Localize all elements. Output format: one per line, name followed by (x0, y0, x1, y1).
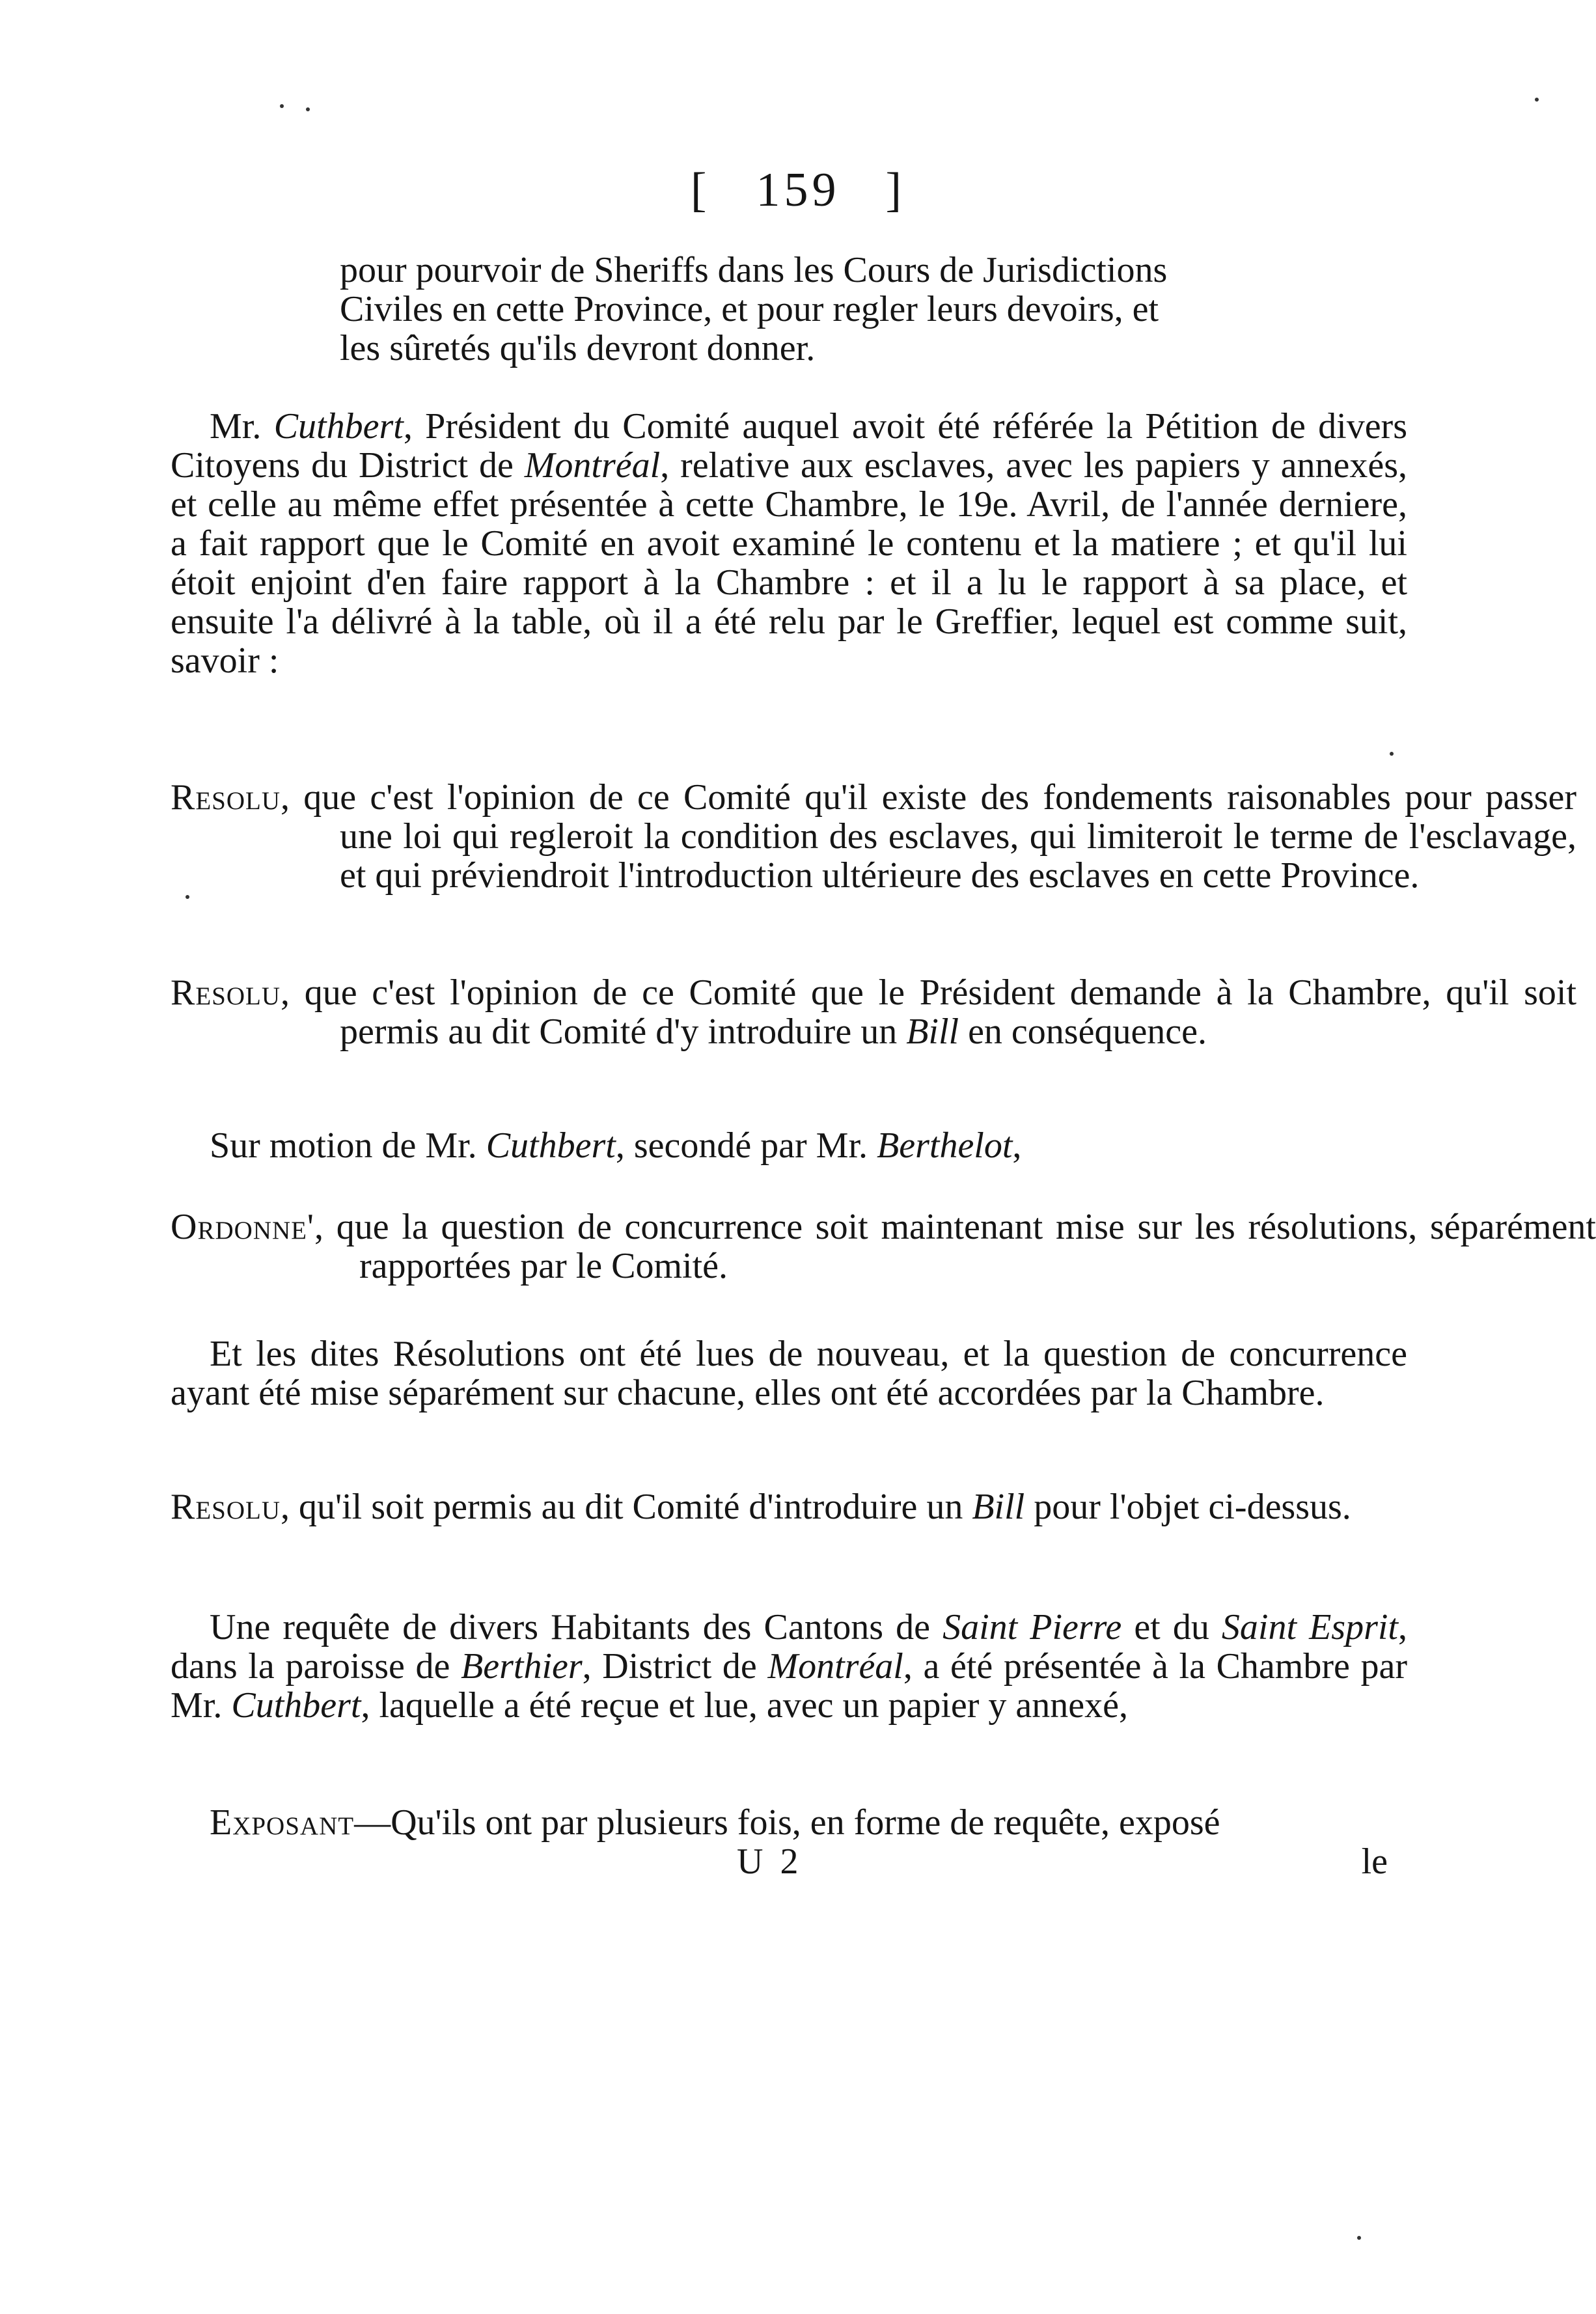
resolu-label: Resolu (171, 972, 281, 1013)
resolution-2 (171, 973, 1576, 1051)
member-name: Cuthbert (273, 406, 404, 447)
report-text: , relative aux esclaves, avec les papiers y annexés, et celle au même effet présentée à cette Chambre, le 19e. Avril, de l'année derniere, a fait rapport que le Comité en avoit examiné le contenu et la matiere ; et qu'il lui étoit enjoint d'en faire rapport à la Chambre : et il a lu le rapport à sa place, et ensuite l'a délivré à la table, où il a été relu par le Greffier, lequel est comme suit, savoir : (171, 445, 1408, 681)
resolution-text: , que c'est l'opinion de ce Comité que le Président demande à la Chambre, qu'il soit permis au dit Comité d'y introduire un (281, 972, 1576, 1052)
member-name: Berthelot (877, 1125, 1013, 1166)
exposant-line (171, 1803, 1407, 1842)
resolution-3 (171, 1487, 1576, 1526)
place-name: Montréal (767, 1646, 903, 1687)
motion-text: , secondé par Mr. (615, 1125, 877, 1166)
header-right-bracket: ] (885, 163, 906, 217)
continuation-line: les sûretés qu'ils devront donner. (340, 328, 816, 368)
resolu-label: Resolu (171, 1487, 281, 1527)
resolution-text: , qu'il soit permis au dit Comité d'introduire un (281, 1487, 972, 1527)
page-number: 159 (756, 163, 840, 217)
ordonne-label: Ordonne' (171, 1207, 315, 1247)
resolution-text: en conséquence. (959, 1012, 1207, 1052)
requete-text: Une requête de divers Habitants des Cantons de (210, 1607, 943, 1647)
catchword: le (1361, 1841, 1388, 1882)
report-paragraph (171, 407, 1407, 680)
exposant-label: Exposant (210, 1802, 355, 1843)
motion-text: Sur motion de Mr. (210, 1125, 486, 1166)
continuation-line: pour pourvoir de Sheriffs dans les Cours de Jurisdictions (340, 250, 1168, 290)
requete-paragraph (171, 1608, 1407, 1725)
requete-text: , District de (582, 1646, 768, 1687)
resolutions-text: Et les dites Résolutions ont été lues de nouveau, et la question de concurrence ayant été mise séparément sur chacune, elles ont été accordées par la Chambre. (171, 1334, 1407, 1413)
report-lead: Mr. (210, 406, 274, 447)
signature-mark: U 2 (737, 1841, 803, 1882)
resolution-1 (171, 778, 1576, 895)
ink-speck (280, 104, 284, 108)
motion-line (171, 1126, 1407, 1165)
motion-text: , (1012, 1125, 1022, 1166)
continuation-paragraph (340, 251, 1407, 368)
page-header (0, 163, 1596, 218)
ink-speck (186, 895, 189, 899)
bill-word: Bill (906, 1012, 959, 1052)
ink-speck (1390, 752, 1394, 756)
header-left-bracket: [ (690, 163, 711, 217)
ink-speck (306, 107, 310, 111)
resolution-text: pour l'objet ci-dessus. (1025, 1487, 1351, 1527)
ordonne-paragraph (171, 1207, 1596, 1286)
resolu-label: Resolu (171, 777, 281, 818)
report-text: , Président du Comité auquel avoit été référée la Pétition de divers Citoyens du District de (171, 406, 1407, 486)
requete-text: , laquelle a été reçue et lue, avec un papier y annexé, (361, 1685, 1128, 1726)
requete-text: et du (1121, 1607, 1222, 1647)
requete-text: , a été présentée à la Chambre par Mr. (171, 1646, 1408, 1726)
exposant-text: —Qu'ils ont par plusieurs fois, en forme de requête, exposé (354, 1802, 1220, 1843)
ink-speck (1535, 98, 1539, 102)
place-name: Saint Pierre (942, 1607, 1122, 1647)
member-name: Cuthbert (486, 1125, 616, 1166)
member-name: Cuthbert (231, 1685, 361, 1726)
place-name: Saint Esprit (1221, 1607, 1398, 1647)
ink-speck (1357, 2236, 1361, 2240)
ordonne-text: , que la question de concurrence soit maintenant mise sur les résolutions, séparément rapportées par le Comité. (314, 1207, 1596, 1286)
place-name: Montréal (524, 445, 661, 486)
requete-text: , dans la paroisse de (171, 1607, 1407, 1687)
resolution-text: , que c'est l'opinion de ce Comité qu'il existe des fondements raisonables pour passer une loi qui regleroit la condition des esclaves, qui limiteroit le terme de l'esclavage, et qui préviendroit l'introduction ultérieure des esclaves en cette Province. (281, 777, 1576, 896)
continuation-line: Civiles en cette Province, et pour regler leurs devoirs, et (340, 289, 1159, 329)
resolutions-paragraph (171, 1334, 1407, 1412)
bill-word: Bill (972, 1487, 1025, 1527)
place-name: Berthier (461, 1646, 583, 1687)
